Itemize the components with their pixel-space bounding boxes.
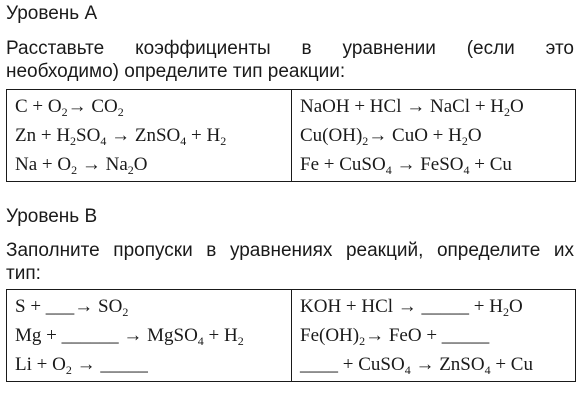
level-a-heading: Уровень А <box>6 3 98 24</box>
subscript: 2 <box>122 305 129 319</box>
equation <box>300 292 567 321</box>
formula-text: + H <box>186 125 221 146</box>
formula-text: → CO <box>67 96 118 117</box>
formula-text: + H <box>203 325 238 346</box>
formula-text: Fe + CuSO <box>300 154 386 175</box>
equation <box>15 350 283 379</box>
formula-text: Cu(OH) <box>300 125 363 146</box>
subscript: 2 <box>71 163 78 177</box>
formula-text: → Na <box>77 154 128 175</box>
equation <box>300 350 567 379</box>
subscript: 2 <box>65 363 72 377</box>
equation <box>300 321 567 350</box>
subscript: 2 <box>61 105 68 119</box>
subscript: 2 <box>127 163 134 177</box>
formula-text: Li + O <box>15 354 66 375</box>
formula-text: KOH + HCl → _____ + H <box>300 296 503 317</box>
subscript: 2 <box>504 105 511 119</box>
formula-text: → ZnSO <box>410 354 485 375</box>
formula-text: → FeO + _____ <box>365 325 490 346</box>
formula-text: O <box>509 296 523 317</box>
formula-text: O <box>510 96 524 117</box>
subscript: 2 <box>70 134 77 148</box>
formula-text: O <box>467 125 482 146</box>
level-a-left-column <box>7 90 292 182</box>
formula-text: Mg + ______ → MgSO <box>15 325 198 346</box>
equation <box>300 121 567 150</box>
formula-text: ____ + CuSO <box>300 354 405 375</box>
level-a-task-line2: необходимо) определите тип реакции: <box>6 61 346 82</box>
subscript: 4 <box>385 163 392 177</box>
formula-text: Zn + H <box>15 125 71 146</box>
subscript: 2 <box>461 134 468 148</box>
formula-text: S + ___→ SO <box>15 296 123 317</box>
formula-text: → FeSO <box>391 154 464 175</box>
level-a-equations-table <box>6 89 576 182</box>
subscript: 4 <box>484 363 491 377</box>
subscript: 4 <box>180 134 187 148</box>
formula-text: → _____ <box>71 354 148 375</box>
level-a-task-line1: Расставьте коэффициенты в уравнении (если это <box>6 38 574 59</box>
subscript: 4 <box>463 163 470 177</box>
level-a-right-column <box>292 90 576 182</box>
formula-text: O <box>133 154 148 175</box>
level-b-task-line2: тип: <box>6 263 41 284</box>
level-b-left-column <box>7 290 292 382</box>
subscript: 2 <box>237 334 244 348</box>
formula-text: → CuO + H <box>368 125 462 146</box>
formula-text: + Cu <box>469 154 512 175</box>
subscript: 4 <box>404 363 411 377</box>
formula-text: → ZnSO <box>106 125 181 146</box>
level-b-equations-table <box>6 289 576 382</box>
equation <box>300 92 567 121</box>
formula-text: C + O <box>15 96 62 117</box>
level-b-task-line1: Заполните пропуски в уравнениях реакций, определите их <box>6 240 574 261</box>
subscript: 4 <box>100 134 107 148</box>
subscript: 2 <box>220 134 227 148</box>
level-b-heading: Уровень В <box>6 206 98 227</box>
equation <box>15 321 283 350</box>
formula-text: SO <box>76 125 101 146</box>
formula-text: Fe(OH) <box>300 325 360 346</box>
equation <box>15 92 283 121</box>
subscript: 2 <box>359 334 366 348</box>
level-b-right-column <box>292 290 576 382</box>
equation <box>15 150 283 179</box>
subscript: 2 <box>362 134 369 148</box>
subscript: 2 <box>117 105 124 119</box>
equation <box>15 121 283 150</box>
formula-text: Na + O <box>15 154 72 175</box>
equation <box>15 292 283 321</box>
formula-text: NaOH + HCl → NaCl + H <box>300 96 505 117</box>
formula-text: + Cu <box>490 354 533 375</box>
subscript: 4 <box>197 334 204 348</box>
equation <box>300 150 567 179</box>
subscript: 2 <box>503 305 509 319</box>
